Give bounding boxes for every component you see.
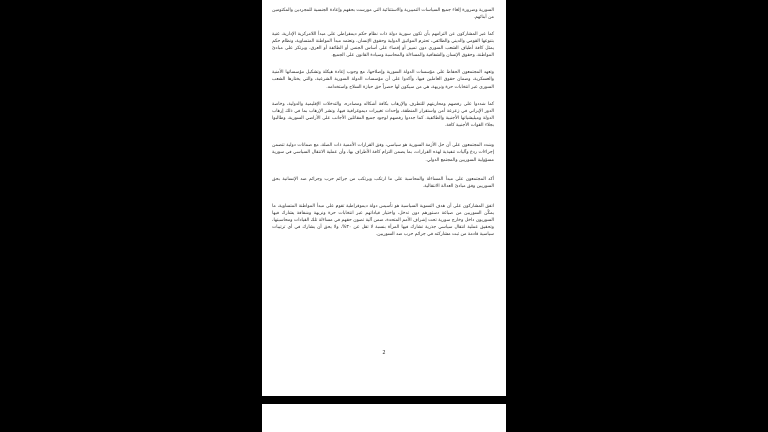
next-page-preview [262,404,506,432]
paragraph: كما شددوا على رفضهم ومحاربتهم للتطرف والإرهاب بكافة أشكاله ومصادره، والتدخلات الإقليمية والدولية، وخاصة الدور الإيراني في زعزعة أمن واستقرار المنطقة، وإحداث تغييرات ديموغرافية فيها، ونشر الإرهاب بما في ذلك إرهاب الدولة وميليشياتها الأجنبية والطائفية. كما جددوا رفضهم لوجود جميع المقاتلين الأجانب على الأراضي السورية، وطالبوا بجلاء القوات الأجنبية كافة. [272,102,494,129]
paragraph: كما عبر المشاركون عن التزامهم بأن تكون سورية دولة ذات نظام حكم ديمقراطي على مبدأ اللامركزية الإدارية، غنية بتنوعها القومي والديني والطائفي، تحترم المواثيق الدولية وحقوق الإنسان، وتعتمد مبدأ المواطنة المتساوية، ونظام حكم يمثل كافة أطياف الشعب السوري دون تمييز أو إقصاء على أساس الجنس أو الطائفة أو العرق، ويرتكز على مبادئ المواطنة، وحقوق الإنسان والشفافية والمساءلة والمحاسبة وسيادة القانون على الجميع. [272,31,494,59]
paragraph: أكد المجتمعون على مبدأ المساءلة والمحاسبة على ما ارتكب ويرتكب من جرائم حرب وجرائم ضد الإنسانية بحق السوريين وفق مبادئ العدالة الانتقالية. [272,176,494,189]
paragraph: اتفق المشاركون على أن هدف التسوية السياسية هو تأسيس دولة ديموقراطية تقوم على مبدأ المواطنة المتساوية، ما يمكّن السوريين من صياغة دستورهم دون تدخل، واختيار قياداتهم عبر انتخابات حرة ونزيهة وشفافة يشارك فيها السوريون داخل وخارج سورية تحت إشراف الأمم المتحدة، ضمن آلية تصون حقهم في مساءلة تلك القيادات ومحاسبتها، وتحقيق عملية انتقال سياسي جذرية تشارك فيها المرأة بنسبة لا تقل عن ٣٠%، ولا يحق أن يشارك في أي ترتيبات سياسية قادمة من ثبت مشاركته في جرائم حرب ضد السوريين. [272,203,494,238]
document-page [262,0,506,396]
page-number: 2 [382,350,386,356]
paragraph: وتعهد المجتمعون الحفاظ على مؤسسات الدولة السورية وإصلاحها، مع وجوب إعادة هيكلة وتشكيل مؤسساتها الأمنية والعسكرية، وضمان حقوق العاملين فيها، وأكدوا على أن مؤسسات الدولة السورية الشرعية، والتي يختارها الشعب السوري عبر انتخابات حرة ونزيهة، هي من سيكون لها حصراً حق حيازة السلاح واستخدامه. [272,70,494,90]
page-separator [262,396,506,404]
paragraph: وشدد المجتمعون على أن حل الأزمة السورية هو سياسي، وفق القرارات الأممية ذات الصلة، مع ضمانات دولية تتضمن إجراءات ردع وآليات تنفيذية لهذه القرارات، بما يضمن التزام كافة الأطراف بها، وأن عملية الانتقال السياسي في سورية مسؤولية السوريين والمجتمع الدولي. [272,143,494,163]
paragraph: السورية وضرورة إلغاء جميع السياسات التمييزية والاستثنائية التي مورست بحقهم وإعادة الجنسية للمجردين والمكتومين من أبنائهم. [272,8,494,21]
